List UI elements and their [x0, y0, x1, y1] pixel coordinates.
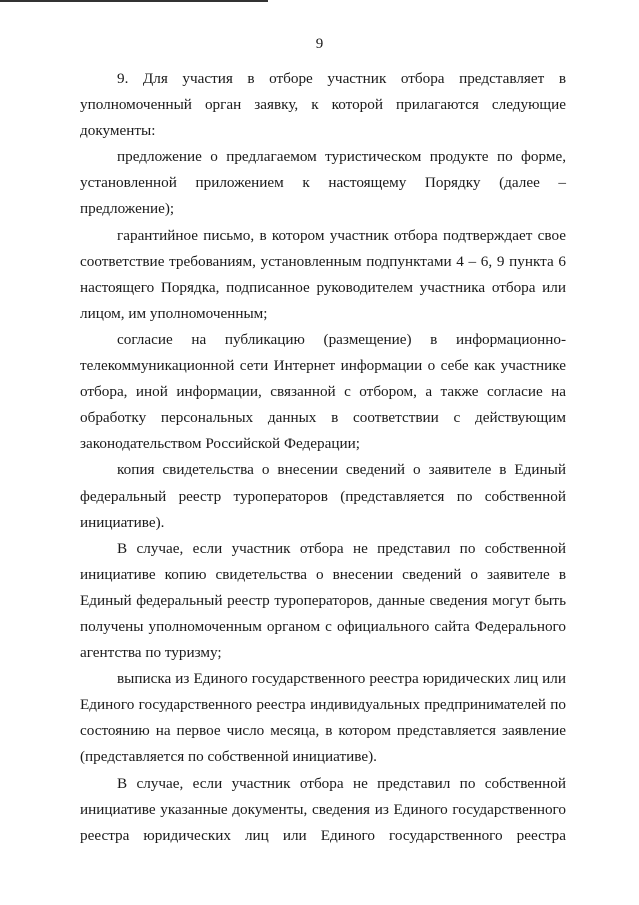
- paragraph-registry-extract: выписка из Единого государственного реестра юридических лиц или Единого государственного реестра индивидуальных предпринимателей по состоянию на первое число месяца, в котором представляется заявление (представляется по собственной инициативе).: [80, 670, 566, 766]
- paragraph-registry-fallback: В случае, если участник отбора не представил по собственной инициативе указанные документы, сведения из Единого государственного реестра юридических лиц или Единого государственного реестра: [80, 774, 566, 844]
- paragraph-guarantee-letter: гарантийное письмо, в котором участник отбора подтверждает свое соответствие требованиям, установленным подпунктами 4 – 6, 9 пункта 6 настоящего Порядка, подписанное руководителем участника отбора или лицом, им уполномоченным;: [80, 226, 566, 322]
- page-number: 9: [315, 36, 324, 52]
- document-body: [80, 66, 566, 849]
- paragraph-certificate-fallback: В случае, если участник отбора не представил по собственной инициативе копию свидетельства о внесении сведений о заявителе в Единый федеральный реестр туроператоров, данные сведения могут быть получены уполномоченным органом с официального сайта Федерального агентства по туризму;: [80, 539, 566, 662]
- paragraph-item-9: 9. Для участия в отборе участник отбора представляет в уполномоченный орган заявку, к которой прилагаются следующие документы:: [80, 70, 566, 140]
- top-rule-line: [0, 0, 268, 2]
- paragraph-consent: согласие на публикацию (размещение) в информационно-телекоммуникационной сети Интернет информации о себе как участнике отбора, иной информации, связанной с отбором, а также согласие на обработку персональных данных в соответствии с действующим законодательством Российской Федерации;: [80, 330, 566, 453]
- paragraph-certificate-copy: копия свидетельства о внесении сведений о заявителе в Единый федеральный реестр туроператоров (представляется по собственной инициативе).: [80, 461, 566, 531]
- paragraph-proposal: предложение о предлагаемом туристическом продукте по форме, установленной приложением к настоящему Порядку (далее – предложение);: [80, 148, 566, 218]
